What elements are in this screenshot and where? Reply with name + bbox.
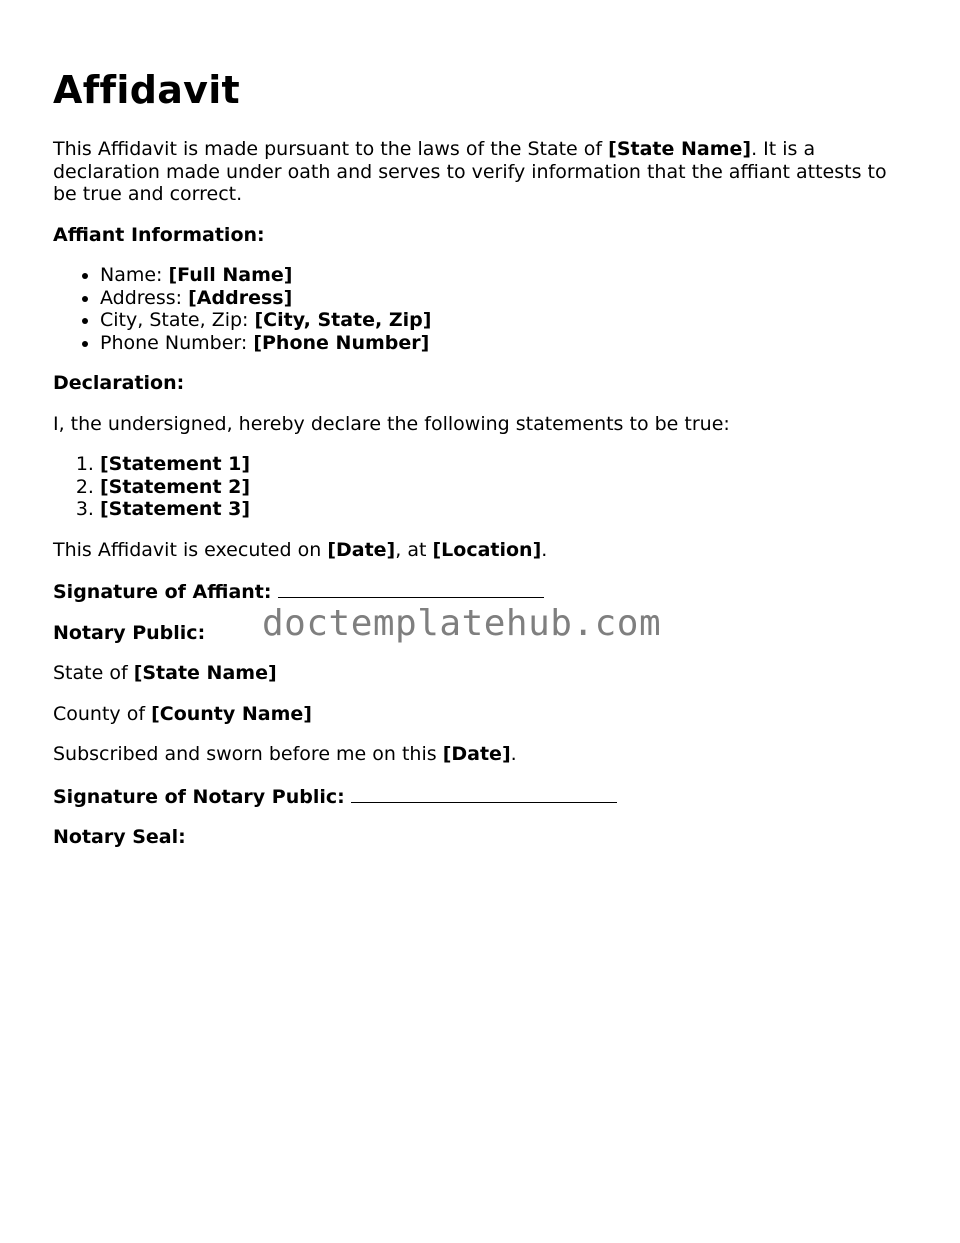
county-placeholder: [County Name] xyxy=(151,702,312,725)
affiant-signature-label: Signature of Affiant: xyxy=(53,581,272,603)
execution-text: , at xyxy=(395,538,433,561)
item-value: [Full Name] xyxy=(168,264,293,286)
watermark: doctemplatehub.com xyxy=(262,603,662,644)
item-value: [Phone Number] xyxy=(253,331,430,354)
affiant-signature-blank[interactable] xyxy=(278,579,544,598)
declaration-text: I, the undersigned, hereby declare the following statements to be true: xyxy=(53,412,730,435)
item-value: [Address] xyxy=(188,286,293,309)
sworn-text: . xyxy=(510,743,517,765)
affiant-signature-line xyxy=(53,579,913,604)
item-value: [City, State, Zip] xyxy=(254,309,432,331)
county-label: County of xyxy=(53,702,152,725)
sworn-date: [Date] xyxy=(442,743,511,765)
statements-list xyxy=(53,453,913,521)
notary-signature-label: Signature of Notary Public: xyxy=(53,785,345,808)
declaration-heading: Declaration: xyxy=(53,372,185,394)
item-label: City, State, Zip: xyxy=(100,309,255,331)
intro-state-placeholder: [State Name] xyxy=(608,138,752,160)
document-title: Affidavit xyxy=(53,68,241,112)
execution-location: [Location] xyxy=(432,538,542,561)
county-line xyxy=(53,703,913,726)
intro-text-start: This Affidavit is made pursuant to the laws of the State of xyxy=(53,138,609,160)
notary-signature-blank[interactable] xyxy=(351,784,617,803)
notary-seal-label: Notary Seal: xyxy=(53,826,186,848)
intro-text-end: . It is a declaration made under oath and serves to verify information that the affiant attests to be true and correct. xyxy=(53,138,887,205)
state-label: State of xyxy=(53,662,134,684)
sworn-line xyxy=(53,743,913,766)
execution-date: [Date] xyxy=(327,538,396,561)
execution-line xyxy=(53,539,913,562)
notary-signature-line xyxy=(53,784,913,809)
statement: [Statement 2] xyxy=(100,475,251,498)
statement: [Statement 3] xyxy=(100,498,251,520)
notary-public-heading: Notary Public: xyxy=(53,621,206,644)
list-item xyxy=(100,287,913,310)
item-label: Phone Number: xyxy=(100,331,254,354)
state-line xyxy=(53,662,913,685)
state-placeholder: [State Name] xyxy=(133,662,277,684)
list-item xyxy=(100,498,913,521)
item-label: Address: xyxy=(100,286,189,309)
sworn-text: Subscribed and sworn before me on this xyxy=(53,743,443,765)
list-item xyxy=(100,453,913,476)
affidavit-document xyxy=(53,64,913,849)
list-item xyxy=(100,309,913,332)
affiant-info-heading: Affiant Information: xyxy=(53,223,265,246)
execution-text: This Affidavit is executed on xyxy=(53,538,328,561)
intro-paragraph xyxy=(53,138,913,206)
affiant-info-list xyxy=(53,264,913,354)
execution-text: . xyxy=(541,538,548,561)
list-item xyxy=(100,332,913,355)
list-item xyxy=(100,476,913,499)
statement: [Statement 1] xyxy=(100,453,251,475)
list-item xyxy=(100,264,913,287)
item-label: Name: xyxy=(100,264,169,286)
